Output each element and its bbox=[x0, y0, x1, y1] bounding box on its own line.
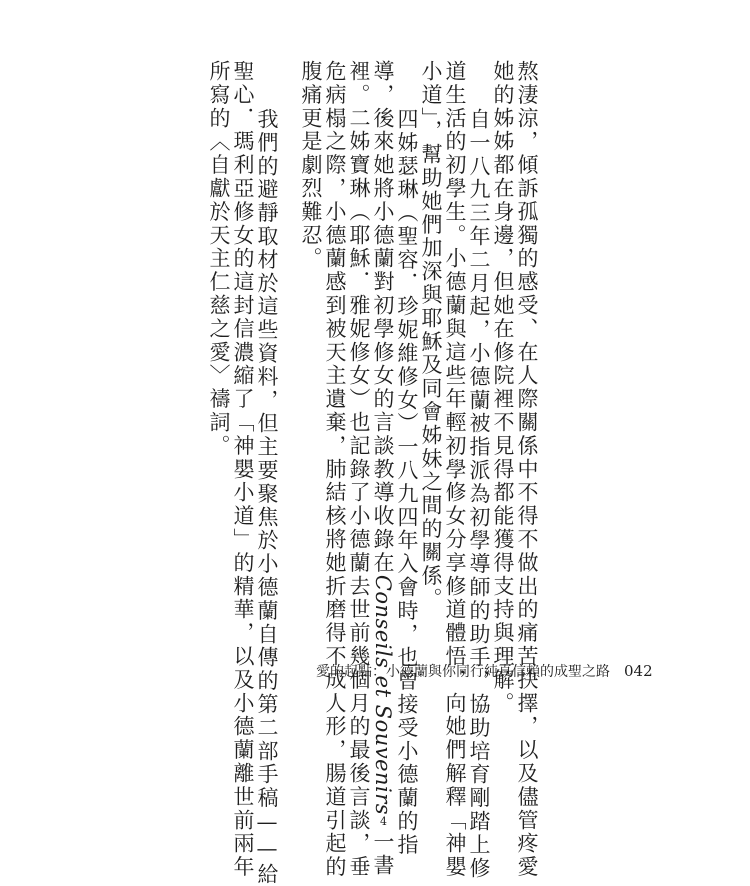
text-column-4: 道生活的初學生。小德蘭與這些年輕初學修女分享修道體悟，向她們解釋「神嬰 bbox=[443, 60, 467, 879]
page-number: 042 bbox=[624, 662, 653, 680]
text-column-3: 自一八九三年二月起，小德蘭被指派為初學導師的助手，協助培育剛踏上修 bbox=[467, 108, 491, 881]
footnote-marker: 4 bbox=[377, 815, 390, 831]
page-footer bbox=[316, 662, 653, 681]
text-column-6: 四姊瑟琳（聖容．珍妮維修女）一八九四年入會時，也曾接受小德蘭的指 bbox=[395, 108, 419, 857]
text-column-13: 所寫的〈自獻於天主仁慈之愛〉禱詞。 bbox=[207, 60, 231, 458]
book-title-latin: Conseils et Souvenirs bbox=[371, 574, 395, 816]
text-column-1: 熬淒涼，傾訴孤獨的感受、在人際關係中不得不做出的痛苦抉擇，以及儘管疼愛 bbox=[515, 60, 539, 879]
text-column-8: 裡。二姊寶琳（耶穌．雅妮修女）也記錄了小德蘭去世前幾個月的最後言談，垂 bbox=[347, 60, 371, 879]
text-column-5: 小道」，幫助她們加深與耶穌及同會姊妹之間的關係。 bbox=[419, 60, 443, 612]
text-column-7-post: 一書 bbox=[371, 830, 395, 878]
text-column-2: 她的姊姊都在身邊，但她在修院裡不見得都能獲得支持與理解。 bbox=[491, 60, 515, 716]
text-column-10: 腹痛更是劇烈難忍。 bbox=[299, 60, 323, 271]
text-column-7-pre: 導，後來她將小德蘭對初學修女的言談教導收錄在 bbox=[371, 60, 395, 575]
text-column-11: 我們的避靜取材於這些資料，但主要聚焦於小德蘭自傳的第二部手稿——給 bbox=[255, 108, 279, 886]
text-column-9: 危病榻之際，小德蘭感到被天主遺棄，肺結核將她折磨得不成人形，腸道引起的 bbox=[323, 60, 347, 879]
running-title: 愛的起點：小德蘭與你同行純真信賴的成聖之路 bbox=[316, 664, 610, 680]
text-column-12: 聖心．瑪利亞修女的這封信濃縮了「神嬰小道」的精華，以及小德蘭離世前兩年 bbox=[231, 60, 255, 879]
text-column-7 bbox=[371, 60, 395, 877]
